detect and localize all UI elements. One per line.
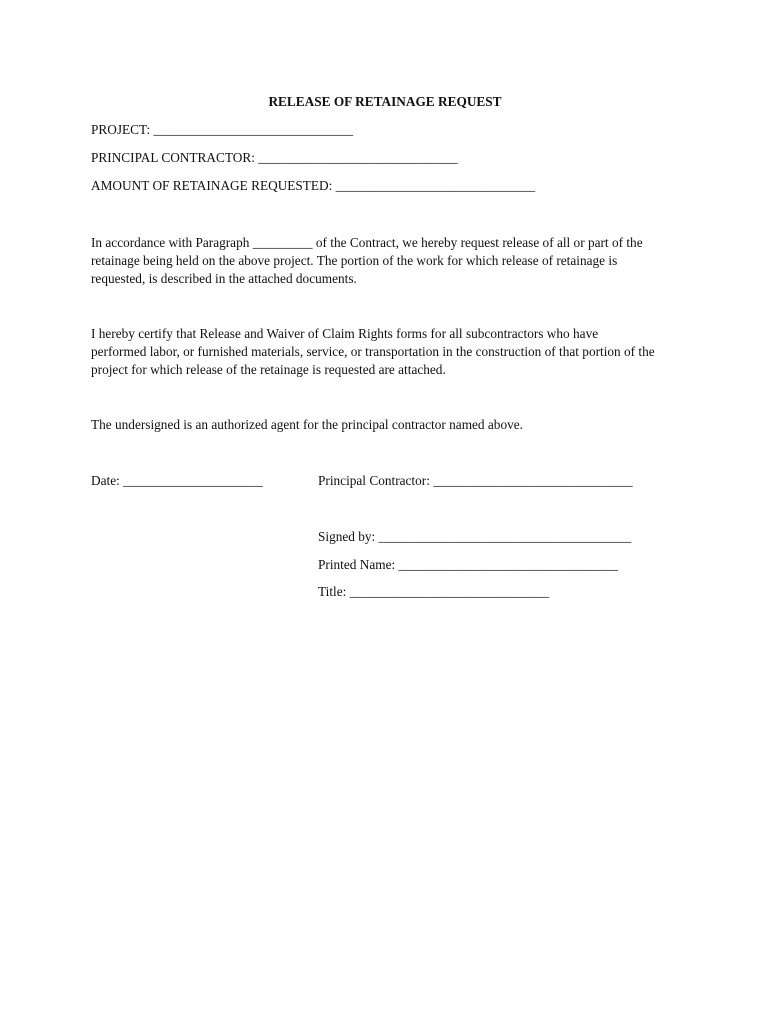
paragraph-line: retainage being held on the above project. The portion of the work for which release of retainage is xyxy=(91,253,618,268)
signature-principal-contractor-field: Principal Contractor: ______________________________ xyxy=(318,473,633,488)
signer-title-field: Title: ______________________________ xyxy=(318,584,550,599)
paragraph-retainage-request xyxy=(91,234,691,288)
signed-by-field: Signed by: ______________________________________ xyxy=(318,529,632,544)
paragraph-line: In accordance with Paragraph _________ of the Contract, we hereby request release of all or part of the xyxy=(91,235,643,250)
printed-name-field: Printed Name: _________________________________ xyxy=(318,557,618,572)
principal-contractor-field: PRINCIPAL CONTRACTOR: ______________________________ xyxy=(91,150,458,165)
document-title: RELEASE OF RETAINAGE REQUEST xyxy=(268,94,502,109)
paragraph-line: performed labor, or furnished materials, service, or transportation in the construction of that portion of the xyxy=(91,344,655,359)
project-field: PROJECT: ______________________________ xyxy=(91,122,353,137)
date-field: Date: _____________________ xyxy=(91,473,263,488)
paragraph-line: requested, is described in the attached documents. xyxy=(91,271,357,286)
paragraph-line: project for which release of the retainage is requested are attached. xyxy=(91,362,446,377)
paragraph-authorized-agent: The undersigned is an authorized agent for the principal contractor named above. xyxy=(91,417,523,432)
amount-retainage-field: AMOUNT OF RETAINAGE REQUESTED: ______________________________ xyxy=(91,178,536,193)
paragraph-line: I hereby certify that Release and Waiver of Claim Rights forms for all subcontractors who have xyxy=(91,326,599,341)
paragraph-certification xyxy=(91,325,691,379)
